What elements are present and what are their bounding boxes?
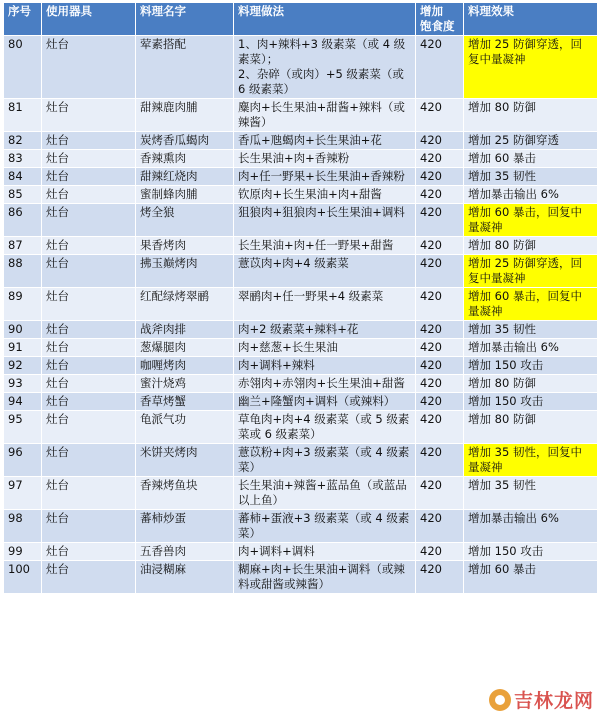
cell-effect: 增加暴击输出 6% <box>464 339 598 357</box>
cell-dish-name: 蜜汁烧鸡 <box>136 375 234 393</box>
cell-dish-name: 五香兽肉 <box>136 543 234 561</box>
cell-effect: 增加 60 暴击 <box>464 561 598 594</box>
cell-method: 蕃柿+蛋液+3 级素菜（或 4 级素菜） <box>234 510 416 543</box>
cell-effect: 增加 150 攻击 <box>464 357 598 375</box>
table-row <box>4 132 598 150</box>
cell-dish-name: 蜜制蜂肉脯 <box>136 186 234 204</box>
cell-dish-name: 甜辣红烧肉 <box>136 168 234 186</box>
header-satiety <box>416 3 464 36</box>
table-row <box>4 477 598 510</box>
cell-method: 1、肉+辣料+3 级素菜（或 4 级素菜）； 2、杂碎（或肉）+5 级素菜（或 6 级素菜） <box>234 36 416 99</box>
cell-tool: 灶台 <box>42 339 136 357</box>
table-row <box>4 375 598 393</box>
cell-method: 肉+2 级素菜+辣料+花 <box>234 321 416 339</box>
table-row <box>4 510 598 543</box>
cell-number: 81 <box>4 99 42 132</box>
table-row <box>4 36 598 99</box>
cell-tool: 灶台 <box>42 204 136 237</box>
cell-number: 98 <box>4 510 42 543</box>
cell-number: 97 <box>4 477 42 510</box>
cell-tool: 灶台 <box>42 393 136 411</box>
recipe-table <box>3 2 598 594</box>
cell-effect: 增加 80 防御 <box>464 99 598 132</box>
cell-tool: 灶台 <box>42 237 136 255</box>
table-row <box>4 99 598 132</box>
cell-satiety: 420 <box>416 204 464 237</box>
cell-tool: 灶台 <box>42 150 136 168</box>
cell-tool: 灶台 <box>42 477 136 510</box>
cell-dish-name: 烤全狼 <box>136 204 234 237</box>
cell-method: 幽兰+隆蟹肉+调料（或辣料） <box>234 393 416 411</box>
cell-number: 80 <box>4 36 42 99</box>
cell-number: 89 <box>4 288 42 321</box>
table-row <box>4 561 598 594</box>
cell-effect: 增加 25 防御穿透 <box>464 132 598 150</box>
cell-number: 93 <box>4 375 42 393</box>
cell-method: 薏苡肉+肉+4 级素菜 <box>234 255 416 288</box>
cell-dish-name: 香辣熏肉 <box>136 150 234 168</box>
cell-effect: 增加 60 暴击 <box>464 150 598 168</box>
cell-method: 麋肉+长生果油+甜酱+辣料（或辣酱） <box>234 99 416 132</box>
table-row <box>4 168 598 186</box>
cell-number: 99 <box>4 543 42 561</box>
cell-effect: 增加 35 韧性 <box>464 168 598 186</box>
cell-effect: 增加 150 攻击 <box>464 393 598 411</box>
cell-method: 长生果油+肉+香辣粉 <box>234 150 416 168</box>
table-row <box>4 255 598 288</box>
header-tool: 使用器具 <box>42 3 136 36</box>
cell-method: 香瓜+虺蝎肉+长生果油+花 <box>234 132 416 150</box>
cell-effect: 增加 150 攻击 <box>464 543 598 561</box>
cell-method: 肉+调料+调料 <box>234 543 416 561</box>
cell-satiety: 420 <box>416 36 464 99</box>
cell-satiety: 420 <box>416 444 464 477</box>
header-dish-name: 料理名字 <box>136 3 234 36</box>
cell-satiety: 420 <box>416 168 464 186</box>
table-row <box>4 150 598 168</box>
cell-tool: 灶台 <box>42 375 136 393</box>
cell-tool: 灶台 <box>42 510 136 543</box>
watermark-logo-icon <box>489 689 511 711</box>
cell-method: 肉+慈葱+长生果油 <box>234 339 416 357</box>
cell-dish-name: 油浸糊麻 <box>136 561 234 594</box>
cell-effect: 增加 80 防御 <box>464 411 598 444</box>
cell-tool: 灶台 <box>42 561 136 594</box>
cell-dish-name: 香草烤蟹 <box>136 393 234 411</box>
cell-satiety: 420 <box>416 321 464 339</box>
cell-satiety: 420 <box>416 99 464 132</box>
cell-number: 100 <box>4 561 42 594</box>
cell-effect: 增加 80 防御 <box>464 375 598 393</box>
cell-satiety: 420 <box>416 477 464 510</box>
header-satiety-label: 增加 饱食度 <box>420 4 455 33</box>
cell-dish-name: 荤素搭配 <box>136 36 234 99</box>
cell-tool: 灶台 <box>42 255 136 288</box>
cell-method: 肉+调料+辣料 <box>234 357 416 375</box>
table-row <box>4 288 598 321</box>
cell-number: 85 <box>4 186 42 204</box>
table-row <box>4 393 598 411</box>
cell-tool: 灶台 <box>42 411 136 444</box>
cell-method: 肉+任一野果+长生果油+香辣粉 <box>234 168 416 186</box>
cell-dish-name: 葱爆腿肉 <box>136 339 234 357</box>
cell-dish-name: 龟派气功 <box>136 411 234 444</box>
cell-number: 84 <box>4 168 42 186</box>
cell-method: 糊麻+肉+长生果油+调料（或辣料或甜酱或辣酱） <box>234 561 416 594</box>
cell-dish-name: 战斧肉排 <box>136 321 234 339</box>
cell-effect: 增加 35 韧性 <box>464 477 598 510</box>
header-number: 序号 <box>4 3 42 36</box>
cell-tool: 灶台 <box>42 186 136 204</box>
cell-dish-name: 拂玉巅烤肉 <box>136 255 234 288</box>
table-row <box>4 339 598 357</box>
cell-tool: 灶台 <box>42 444 136 477</box>
cell-dish-name: 咖喱烤肉 <box>136 357 234 375</box>
cell-method: 长生果油+肉+任一野果+甜酱 <box>234 237 416 255</box>
table-row <box>4 186 598 204</box>
cell-number: 96 <box>4 444 42 477</box>
cell-dish-name: 香辣烤鱼块 <box>136 477 234 510</box>
table-row <box>4 204 598 237</box>
cell-satiety: 420 <box>416 543 464 561</box>
cell-method: 草龟肉+肉+4 级素菜（或 5 级素菜或 6 级素菜） <box>234 411 416 444</box>
cell-effect: 增加暴击输出 6% <box>464 510 598 543</box>
cell-number: 94 <box>4 393 42 411</box>
cell-effect: 增加 25 防御穿透，回复中量凝神 <box>464 255 598 288</box>
cell-satiety: 420 <box>416 132 464 150</box>
cell-satiety: 420 <box>416 150 464 168</box>
cell-method: 赤翎肉+赤翎肉+长生果油+甜酱 <box>234 375 416 393</box>
cell-dish-name: 蕃柿炒蛋 <box>136 510 234 543</box>
cell-number: 87 <box>4 237 42 255</box>
cell-method: 钦原肉+长生果油+肉+甜酱 <box>234 186 416 204</box>
cell-effect: 增加暴击输出 6% <box>464 186 598 204</box>
cell-effect: 增加 80 防御 <box>464 237 598 255</box>
cell-satiety: 420 <box>416 561 464 594</box>
cell-number: 88 <box>4 255 42 288</box>
cell-effect: 增加 35 韧性 <box>464 321 598 339</box>
cell-satiety: 420 <box>416 357 464 375</box>
header-method: 料理做法 <box>234 3 416 36</box>
cell-satiety: 420 <box>416 237 464 255</box>
cell-tool: 灶台 <box>42 543 136 561</box>
cell-method: 薏苡粉+肉+3 级素菜（或 4 级素菜） <box>234 444 416 477</box>
cell-dish-name: 甜辣鹿肉脯 <box>136 99 234 132</box>
cell-satiety: 420 <box>416 393 464 411</box>
watermark-text: 吉林龙网 <box>513 690 594 712</box>
cell-satiety: 420 <box>416 255 464 288</box>
cell-satiety: 420 <box>416 339 464 357</box>
table-body <box>4 36 598 594</box>
cell-satiety: 420 <box>416 186 464 204</box>
cell-dish-name: 炭烤香瓜蝎肉 <box>136 132 234 150</box>
cell-dish-name: 果香烤肉 <box>136 237 234 255</box>
cell-satiety: 420 <box>416 375 464 393</box>
table-row <box>4 237 598 255</box>
cell-number: 92 <box>4 357 42 375</box>
cell-number: 83 <box>4 150 42 168</box>
table-row <box>4 411 598 444</box>
cell-tool: 灶台 <box>42 357 136 375</box>
cell-method: 长生果油+辣酱+蓝品鱼（或蓝品以上鱼） <box>234 477 416 510</box>
cell-satiety: 420 <box>416 288 464 321</box>
cell-satiety: 420 <box>416 510 464 543</box>
cell-dish-name: 米饼夹烤肉 <box>136 444 234 477</box>
cell-effect: 增加 60 暴击，回复中量凝神 <box>464 288 598 321</box>
cell-dish-name: 红配绿烤翠鹂 <box>136 288 234 321</box>
table-row <box>4 357 598 375</box>
header-effect: 料理效果 <box>464 3 598 36</box>
cell-method: 翠鹂肉+任一野果+4 级素菜 <box>234 288 416 321</box>
cell-tool: 灶台 <box>42 99 136 132</box>
cell-effect: 增加 60 暴击，回复中量凝神 <box>464 204 598 237</box>
cell-method: 狙狼肉+狙狼肉+长生果油+调料 <box>234 204 416 237</box>
table-row <box>4 543 598 561</box>
cell-tool: 灶台 <box>42 168 136 186</box>
cell-effect: 增加 35 韧性，回复中量凝神 <box>464 444 598 477</box>
cell-satiety: 420 <box>416 411 464 444</box>
table-row <box>4 444 598 477</box>
cell-number: 86 <box>4 204 42 237</box>
watermark <box>489 686 594 713</box>
cell-number: 95 <box>4 411 42 444</box>
cell-tool: 灶台 <box>42 132 136 150</box>
cell-tool: 灶台 <box>42 321 136 339</box>
cell-number: 90 <box>4 321 42 339</box>
table-row <box>4 321 598 339</box>
cell-effect: 增加 25 防御穿透，回复中量凝神 <box>464 36 598 99</box>
cell-tool: 灶台 <box>42 36 136 99</box>
cell-number: 91 <box>4 339 42 357</box>
cell-number: 82 <box>4 132 42 150</box>
cell-tool: 灶台 <box>42 288 136 321</box>
table-header-row <box>4 3 598 36</box>
